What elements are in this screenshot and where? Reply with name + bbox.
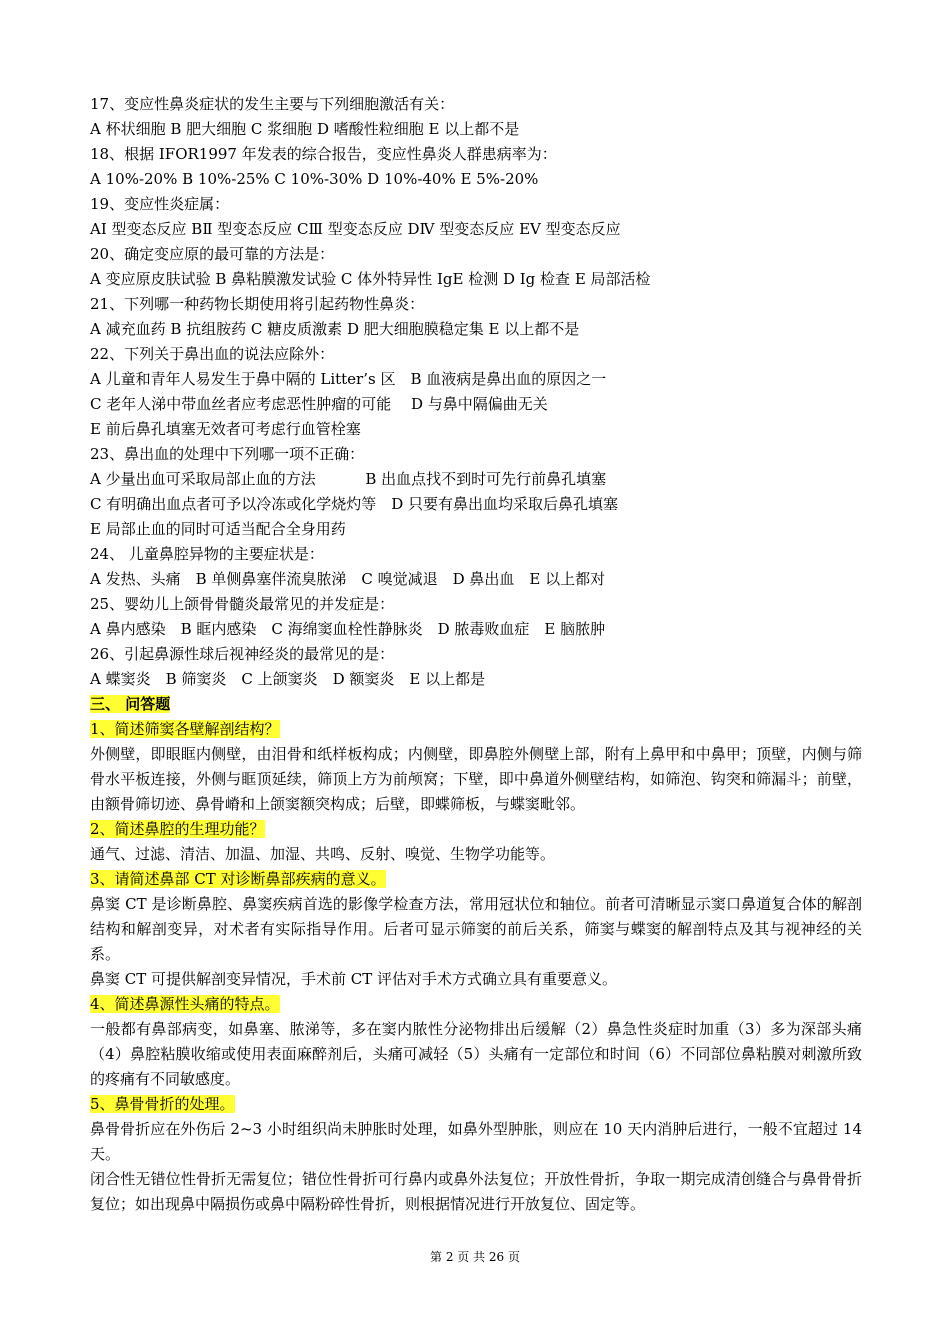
qa-3	[90, 867, 862, 992]
qa-5	[90, 1092, 862, 1217]
qa-answer: 鼻窦 CT 是诊断鼻腔、鼻窦疾病首选的影像学检查方法，常用冠状位和轴位。前者可清晰显示窦口鼻道复合体的解剖结构和解剖变异，对术者有实际指导作用。后者可显示筛窦的前后关系，筛窦与蝶窦的解剖特点及其与视神经的关系。	[90, 895, 862, 963]
question-text: 26、引起鼻源性球后视神经炎的最常见的是：	[90, 645, 395, 663]
question-options: A 变应原皮肤试验 B 鼻粘膜激发试验 C 体外特异性 IgE 检测 D Ig 检查 E 局部活检	[90, 270, 651, 288]
qa-question: 1、简述筛窦各壁解剖结构？	[90, 720, 280, 738]
question-text: 21、下列哪一种药物长期使用将引起药物性鼻炎：	[90, 295, 425, 313]
document-body	[90, 92, 862, 1217]
section-heading	[90, 692, 862, 717]
question-options: A 蝶窦炎 B 筛窦炎 C 上颌窦炎 D 额窦炎 E 以上都是	[90, 670, 486, 688]
qa-answer: 一般都有鼻部病变，如鼻塞、脓涕等，多在窦内脓性分泌物排出后缓解（2）鼻急性炎症时加重（3）多为深部头痛（4）鼻腔粘膜收缩或使用表面麻醉剂后，头痛可减轻（5）头痛有一定部位和时间（6）不同部位鼻粘膜对刺激所致的疼痛有不同敏感度。	[90, 1020, 862, 1088]
qa-4	[90, 992, 862, 1092]
question-19	[90, 192, 862, 242]
question-text: 20、确定变应原的最可靠的方法是：	[90, 245, 335, 263]
question-22	[90, 342, 862, 442]
qa-question: 4、简述鼻源性头痛的特点。	[90, 995, 280, 1013]
question-21	[90, 292, 862, 342]
qa-answer: 鼻骨骨折应在外伤后 2~3 小时组织尚未肿胀时处理，如鼻外型肿胀，则应在 10 天内消肿后进行，一般不宜超过 14 天。	[90, 1120, 862, 1163]
question-options: A 少量出血可采取局部止血的方法 B 出血点找不到时可先行前鼻孔填塞	[90, 470, 607, 488]
qa-question: 5、鼻骨骨折的处理。	[90, 1095, 235, 1113]
question-options: A 发热、头痛 B 单侧鼻塞伴流臭脓涕 C 嗅觉减退 D 鼻出血 E 以上都对	[90, 570, 606, 588]
question-text: 24、 儿童鼻腔异物的主要症状是：	[90, 545, 324, 563]
question-text: 22、下列关于鼻出血的说法应除外：	[90, 345, 335, 363]
qa-question: 3、请简述鼻部 CT 对诊断鼻部疾病的意义。	[90, 870, 386, 888]
question-options: A 减充血药 B 抗组胺药 C 糖皮质激素 D 肥大细胞膜稳定集 E 以上都不是	[90, 320, 580, 338]
qa-1	[90, 717, 862, 817]
question-text: 18、根据 IFOR1997 年发表的综合报告，变应性鼻炎人群患病率为：	[90, 145, 557, 163]
question-options: C 有明确出血点者可予以冷冻或化学烧灼等 D 只要有鼻出血均采取后鼻孔填塞	[90, 495, 619, 513]
question-17	[90, 92, 862, 142]
question-options: E 局部止血的同时可适当配合全身用药	[90, 520, 346, 538]
question-text: 23、鼻出血的处理中下列哪一项不正确：	[90, 445, 365, 463]
question-options: AⅠ 型变态反应 BⅡ 型变态反应 CⅢ 型变态反应 DⅣ 型变态反应 EⅤ 型变态反应	[90, 220, 621, 238]
question-20	[90, 242, 862, 292]
qa-2	[90, 817, 862, 867]
question-25	[90, 592, 862, 642]
question-options: A 儿童和青年人易发生于鼻中隔的 Litter’s 区 B 血液病是鼻出血的原因之一	[90, 370, 607, 388]
question-18	[90, 142, 862, 192]
question-text: 19、变应性炎症属：	[90, 195, 230, 213]
question-text: 25、婴幼儿上颌骨骨髓炎最常见的并发症是：	[90, 595, 395, 613]
question-text: 17、变应性鼻炎症状的发生主要与下列细胞激活有关：	[90, 95, 455, 113]
qa-answer: 外侧壁，即眼眶内侧壁，由泪骨和纸样板构成；内侧壁，即鼻腔外侧壁上部，附有上鼻甲和中鼻甲；顶壁，内侧与筛骨水平板连接，外侧与眶顶延续，筛顶上方为前颅窝；下壁，即中鼻道外侧壁结构，如筛泡、钩突和筛漏斗；前壁，由额骨筛切迹、鼻骨嵴和上颌窦额突构成；后壁，即蝶筛板，与蝶窦毗邻。	[90, 745, 862, 813]
question-options: A 鼻内感染 B 眶内感染 C 海绵窦血栓性静脉炎 D 脓毒败血症 E 脑脓肿	[90, 620, 606, 638]
section-title: 三、 问答题	[90, 695, 171, 713]
question-options: E 前后鼻孔填塞无效者可考虑行血管栓塞	[90, 420, 361, 438]
qa-answer: 鼻窦 CT 可提供解剖变异情况，手术前 CT 评估对手术方式确立具有重要意义。	[90, 970, 618, 988]
qa-question: 2、简述鼻腔的生理功能？	[90, 820, 265, 838]
question-26	[90, 642, 862, 692]
question-options: A 10%-20% B 10%-25% C 10%-30% D 10%-40% E 5%-20%	[90, 170, 539, 188]
question-options: C 老年人涕中带血丝者应考虑恶性肿瘤的可能 D 与鼻中隔偏曲无关	[90, 395, 548, 413]
question-23	[90, 442, 862, 542]
qa-answer: 闭合性无错位性骨折无需复位；错位性骨折可行鼻内或鼻外法复位；开放性骨折，争取一期完成清创缝合与鼻骨骨折复位；如出现鼻中隔损伤或鼻中隔粉碎性骨折，则根据情况进行开放复位、固定等。	[90, 1170, 862, 1213]
question-options: A 杯状细胞 B 肥大细胞 C 浆细胞 D 嗜酸性粒细胞 E 以上都不是	[90, 120, 520, 138]
question-24	[90, 542, 862, 592]
page-footer: 第 2 页 共 26 页	[430, 1250, 520, 1264]
qa-answer: 通气、过滤、清洁、加温、加湿、共鸣、反射、嗅觉、生物学功能等。	[90, 845, 556, 863]
